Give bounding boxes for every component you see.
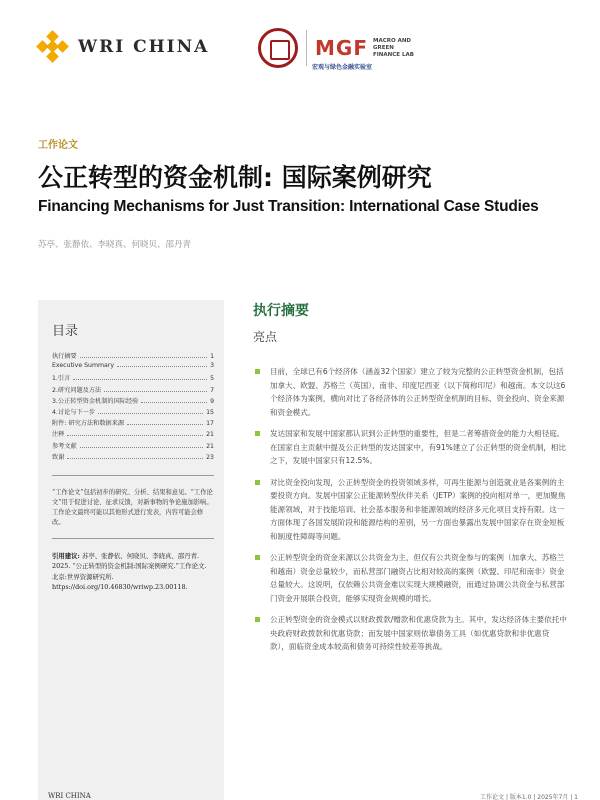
summary-title: 执行摘要 bbox=[253, 303, 309, 319]
university-seal-icon bbox=[258, 28, 298, 68]
title-english: Financing Mechanisms for Just Transition: International Case Studies bbox=[38, 198, 539, 215]
toc-item[interactable]: 1.引言 5 bbox=[52, 375, 214, 383]
citation bbox=[52, 538, 214, 593]
table-of-contents bbox=[38, 300, 224, 800]
mgf-wordmark: MGF bbox=[315, 36, 368, 60]
mgf-subtitle: MACRO AND GREEN FINANCE LAB bbox=[372, 37, 414, 58]
toc-item[interactable]: 参考文献 21 bbox=[52, 442, 214, 450]
toc-item[interactable]: 致谢 23 bbox=[52, 453, 214, 461]
page-footer bbox=[38, 792, 578, 800]
toc-item[interactable]: 3.公正转型资金机制的国际经验 9 bbox=[52, 397, 214, 405]
toc-list bbox=[52, 351, 214, 463]
highlights-list bbox=[253, 365, 568, 654]
toc-item[interactable]: 执行摘要 1 bbox=[52, 353, 214, 360]
title-chinese: 公正转型的资金机制: 国际案例研究 bbox=[38, 163, 432, 192]
highlight-item: 发达国家和发展中国家都认识到公正转型的重要性，但是二者筹措资金的能力大相径庭。在国家自主贡献中提及公正转型的发达国家中，有91%建立了公正转型的资金机制，相比之下，发展中国家只有12.5%。 bbox=[253, 427, 568, 468]
logo-divider bbox=[306, 30, 307, 66]
footer-logo: WRI CHINA bbox=[48, 792, 91, 800]
executive-summary bbox=[253, 300, 568, 662]
toc-item[interactable]: 附件: 研究方法和数据来源 17 bbox=[52, 420, 214, 428]
toc-item[interactable]: 注释 21 bbox=[52, 431, 214, 439]
summary-subtitle: 亮点 bbox=[253, 330, 278, 344]
citation-label: 引用建议: bbox=[52, 551, 80, 560]
authors: 苏亭、张静依、李晓真、何晓贝、邵丹青 bbox=[38, 240, 192, 250]
highlight-item: 对比资金投向发现，公正转型资金的投资领域多样，可再生能源与创造就业是各案例的主要投资方向。发展中国家公正能源转型伙伴关系（JETP）案例的投向相对单一，更加聚焦能源领域，对于技能培训、社会基本服务和非能源领域的经济多元化项目支持有限。这一方面体现了各国发展阶段和能源结构的差别，另一方面也暴露出发展中国家存在资金短板和制度性障碍等问题。 bbox=[253, 476, 568, 544]
wri-china-logo bbox=[38, 32, 209, 62]
highlight-item: 公正转型资金的资金模式以财政拨款/赠款和优惠贷款为主。其中，发达经济体主要依托中央政府财政拨款和优惠贷款；而发展中国家则依靠债务工具（如优惠贷款和非优惠贷款），面临资金成本较高和债务可持续性较差等挑战。 bbox=[253, 613, 568, 654]
page-header bbox=[0, 0, 600, 100]
footer-page-info: 工作论文 | 版本1.0 | 2025年7月 | 1 bbox=[480, 794, 578, 800]
mgf-logo-mark bbox=[315, 36, 414, 60]
mgf-chinese-name: 宏观与绿色金融实验室 bbox=[312, 64, 373, 71]
toc-item[interactable]: 2.研究问题及方法 7 bbox=[52, 386, 214, 394]
toc-item[interactable]: Executive Summary 3 bbox=[52, 362, 214, 370]
working-paper-note: “工作论文”包括初步的研究、分析、结果和意见。“工作论文”用于促进讨论、征求反馈，对新事物的争论施加影响。工作论文最终可能以其他形式进行发表，内容可能会修改。 bbox=[52, 475, 214, 528]
highlight-item: 目前，全球已有6个经济体（涵盖32个国家）建立了较为完整的公正转型资金机制，包括加拿大、欧盟、苏格兰（英国）、南非、印度尼西亚（以下简称印尼）和越南。本文以这6个经济体为案例，横向对比了各经济体的公正转型资金机制的目标、资金投向、资金来源和资金模式。 bbox=[253, 365, 568, 419]
toc-item[interactable]: 4.讨论与下一步 15 bbox=[52, 408, 214, 416]
wri-diamond-icon bbox=[38, 32, 68, 62]
toc-title: 目录 bbox=[52, 324, 79, 339]
document-category: 工作论文 bbox=[38, 140, 78, 151]
citation-text: 苏亭、张静依、何晓贝、李晓真、邵丹青. 2025. “公正转型的资金机制:国际案例研究.”工作论文. 北京:世界资源研究所. https://doi.org/10.46830/wriwp.23.00118. bbox=[52, 551, 207, 592]
highlight-item: 公正转型资金的资金来源以公共资金为主，但仅有公共资金参与的案例（加拿大、苏格兰和越南）资金总量较少，而私营部门融资占比相对较高的案例（欧盟、印尼和南非）资金总量较大。这说明，仅依赖公共资金难以实现大规模融资，而通过协调公共资金与私营部门资金开展联合投资，能够实现资金规模的增长。 bbox=[253, 551, 568, 605]
wri-logo-text: WRI CHINA bbox=[78, 37, 210, 57]
